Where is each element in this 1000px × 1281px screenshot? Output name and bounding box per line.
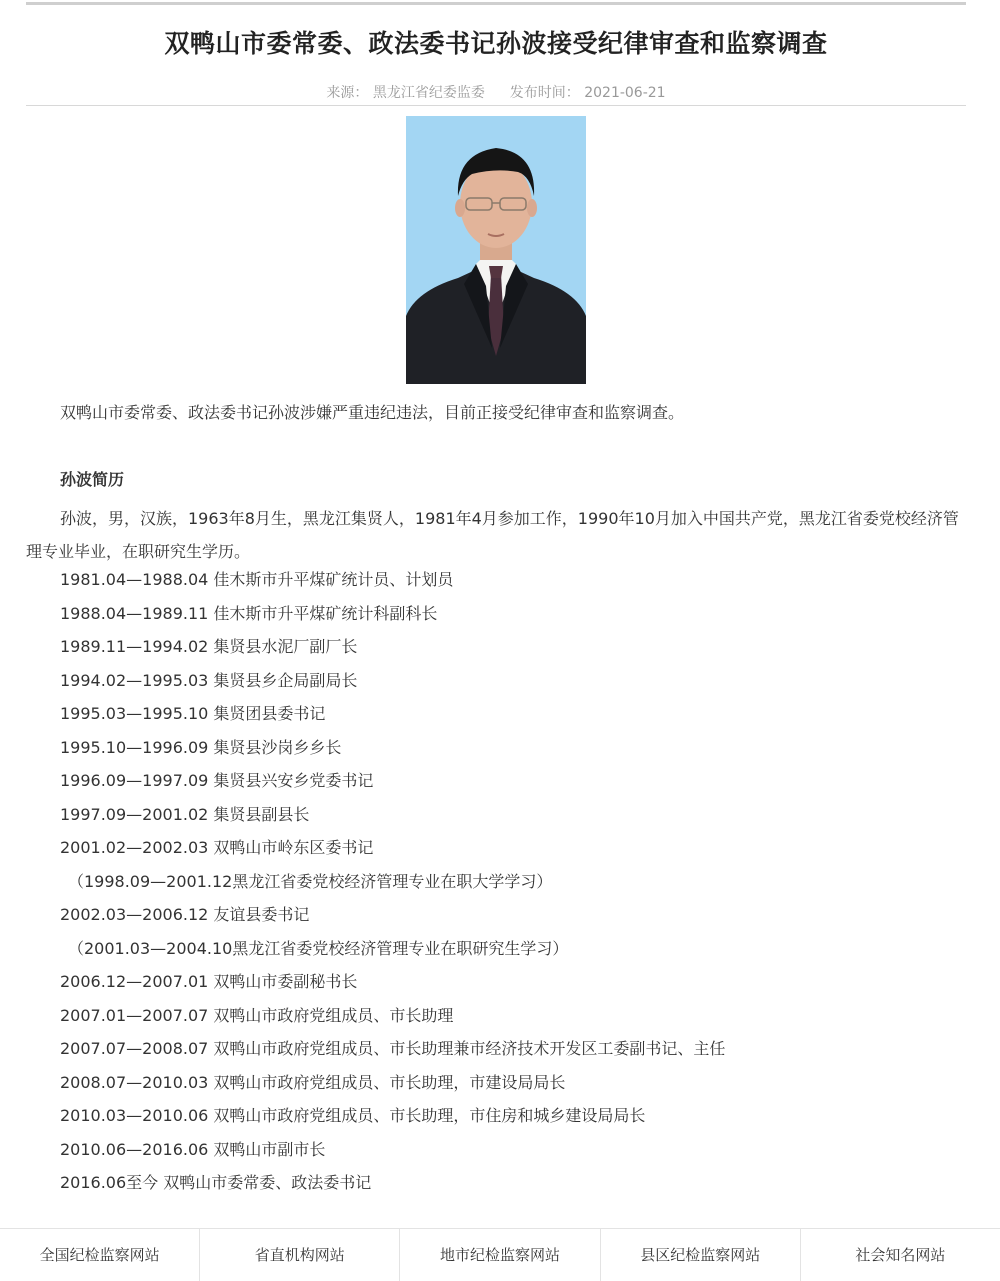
source-value: 黑龙江省纪委监委 xyxy=(372,85,485,101)
portrait-photo xyxy=(406,116,586,384)
career-entry: 1996.09—1997.09 集贤县兴安乡党委书记 xyxy=(60,771,374,790)
career-note: （2001.03—2004.10黑龙江省委党校经济管理专业在职研究生学习） xyxy=(68,938,569,958)
top-divider xyxy=(26,2,966,5)
nav-national-sites[interactable]: 全国纪检监察网站 xyxy=(0,1229,200,1281)
career-entry: 2007.07—2008.07 双鸭山市政府党组成员、市长助理兼市经济技术开发区工委副书记、主任 xyxy=(60,1039,726,1058)
career-entry: 1997.09—2001.02 集贤县副县长 xyxy=(60,804,310,824)
section-heading: 孙波简历 xyxy=(60,470,125,489)
biography-paragraph: 孙波，男，汉族，1963年8月生，黑龙江集贤人，1981年4月参加工作，1990年10月加入中国共产党，黑龙江省委党校经济管理专业毕业，在职研究生学历。 xyxy=(26,509,959,561)
publish-date: 2021-06-21 xyxy=(584,85,666,101)
article-meta xyxy=(26,82,966,102)
career-entry: 1994.02—1995.03 集贤县乡企局副局长 xyxy=(60,670,358,690)
career-entry: 2008.07—2010.03 双鸭山市政府党组成员、市长助理，市建设局局长 xyxy=(60,1072,566,1092)
career-entry: 1995.10—1996.09 集贤县沙岗乡乡长 xyxy=(60,737,342,757)
meta-divider xyxy=(26,105,966,106)
career-entry: 1988.04—1989.11 佳木斯市升平煤矿统计科副科长 xyxy=(60,603,438,623)
career-list xyxy=(60,563,960,1200)
career-entry: 1995.03—1995.10 集贤团县委书记 xyxy=(60,704,326,723)
nav-provincial-agencies[interactable]: 省直机构网站 xyxy=(200,1229,400,1281)
career-entry: 2007.01—2007.07 双鸭山市政府党组成员、市长助理 xyxy=(60,1005,454,1025)
career-entry: 1989.11—1994.02 集贤县水泥厂副厂长 xyxy=(60,637,358,656)
article-title: 双鸭山市委常委、政法委书记孙波接受纪律审查和监察调查 xyxy=(164,29,828,58)
nav-public-sites[interactable]: 社会知名网站 xyxy=(855,1246,946,1264)
career-entry: 2001.02—2002.03 双鸭山市岭东区委书记 xyxy=(60,838,374,857)
career-note: （1998.09—2001.12黑龙江省委党校经济管理专业在职大学学习） xyxy=(68,871,553,891)
career-entry: 2016.06至今 双鸭山市委常委、政法委书记 xyxy=(60,1173,372,1192)
career-entry: 2002.03—2006.12 友谊县委书记 xyxy=(60,905,310,924)
career-entry: 2010.06—2016.06 双鸭山市副市长 xyxy=(60,1139,326,1159)
nav-city-sites[interactable]: 地市纪检监察网站 xyxy=(400,1229,600,1281)
nav-county-sites[interactable]: 县区纪检监察网站 xyxy=(601,1229,801,1281)
article-lead: 双鸭山市委常委、政法委书记孙波涉嫌严重违纪违法，目前正接受纪律审查和监察调查。 xyxy=(60,403,685,422)
footer-nav xyxy=(0,1228,1000,1281)
career-entry: 2010.03—2010.06 双鸭山市政府党组成员、市长助理，市住房和城乡建设局局长 xyxy=(60,1106,646,1125)
date-label: 发布时间： xyxy=(509,85,580,101)
career-entry: 2006.12—2007.01 双鸭山市委副秘书长 xyxy=(60,972,358,991)
source-label: 来源： xyxy=(326,85,369,101)
career-entry: 1981.04—1988.04 佳木斯市升平煤矿统计员、计划员 xyxy=(60,570,454,589)
